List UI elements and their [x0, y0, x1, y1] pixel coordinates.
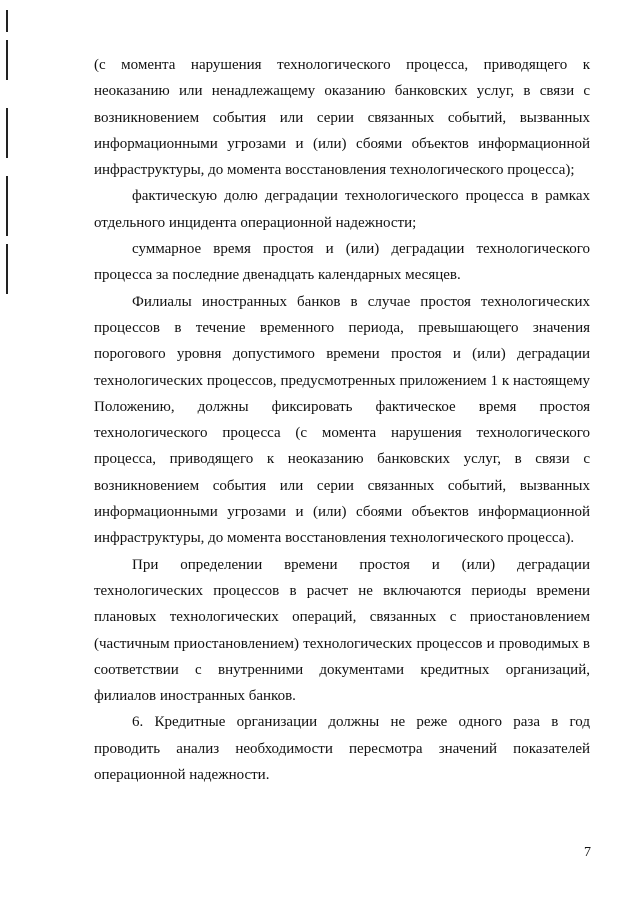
paragraph-item-6: 6. Кредитные организации должны не реже одного раза в год проводить анализ необходимости пересмотра значений показателей операционной надежности.: [94, 714, 590, 784]
paragraph-degradation-share: фактическую долю деградации технологического процесса в рамках отдельного инцидента операционной надежности;: [94, 188, 590, 231]
paragraph-foreign-branches: Филиалы иностранных банков в случае простоя технологических процессов в течение временного периода, превышающего значения порогового уровня допустимого времени простоя и (или) деградации технологических процессов, предусмотренных приложением 1 к настоящему Положению, должны фиксировать фактическое время простоя технологического процесса (с момента нарушения технологического процесса, приводящего к неоказанию банковских услуг, в связи с возникновением события или серии связанных событий, вызванных информационными угрозами и (или) сбоями объектов информационной инфраструктуры, до момента восстановления технологического процесса).: [94, 293, 590, 547]
scan-margin-mark: [6, 176, 8, 236]
document-body: [94, 52, 590, 788]
scan-margin-mark: [6, 244, 8, 294]
scan-margin-mark: [6, 10, 8, 32]
page-number: 7: [584, 845, 591, 860]
paragraph-continuation: (с момента нарушения технологического процесса, приводящего к неоказанию или ненадлежащему оказанию банковских услуг, в связи с возникновением события или серии связанных событий, вызванных информационными угрозами и (или) сбоями объектов информационной инфраструктуры, до момента восстановления технологического процесса);: [94, 57, 590, 179]
scan-margin-mark: [6, 40, 8, 80]
scan-margin-mark: [6, 108, 8, 158]
paragraph-total-downtime: суммарное время простоя и (или) деградации технологического процесса за последние двенадцать календарных месяцев.: [94, 241, 590, 284]
paragraph-exclusions: При определении времени простоя и (или) деградации технологических процессов в расчет не включаются периоды времени плановых технологических операций, связанных с приостановлением (частичным приостановлением) технологических процессов и проводимых в соответствии с внутренними документами кредитных организаций, филиалов иностранных банков.: [94, 556, 590, 705]
